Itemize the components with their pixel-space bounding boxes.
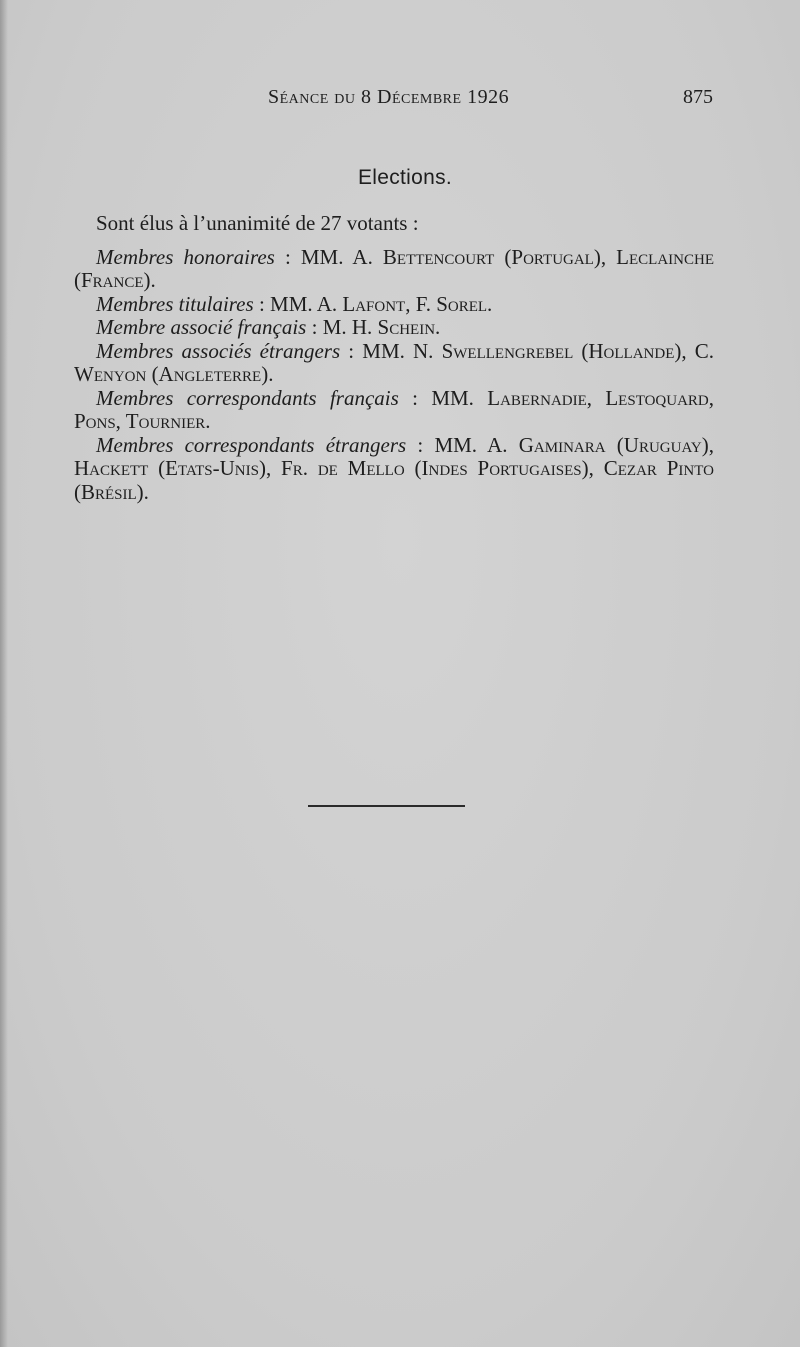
section-title: Elections. — [357, 166, 453, 189]
entry-text: : MM. Labernadie, Lestoquard, Pons, Tournier. — [74, 385, 715, 433]
entry-paragraph — [74, 246, 714, 293]
entry-paragraph — [74, 340, 714, 387]
entry-label: Membres correspondants français — [96, 385, 399, 410]
entry-text: : MM. A. Gaminara (Uruguay), Hackett (Etats-Unis), Fr. de Mello (Indes Portugaises), Cezar Pinto (Brésil). — [74, 432, 714, 504]
entry-paragraph — [74, 387, 714, 434]
entry-paragraph — [74, 434, 714, 505]
section-end-rule — [308, 805, 465, 807]
entry-label: Membres correspondants étrangers — [96, 432, 407, 457]
entry-text: : M. H. Schein. — [306, 315, 441, 339]
entry-label: Membres honoraires — [96, 244, 275, 269]
entry-paragraph — [74, 316, 714, 340]
entry-label: Membres titulaires — [96, 291, 254, 316]
entry-label: Membre associé français — [96, 315, 307, 339]
elections-body — [74, 212, 714, 504]
entry-text: : MM. A. Bettencourt (Portugal), Leclainche (France). — [74, 244, 715, 292]
running-title: Séance du 8 Décembre 1926 — [268, 86, 510, 108]
page-edge-shadow — [0, 0, 8, 1347]
page-number: 875 — [683, 86, 713, 108]
entry-label: Membres associés étrangers — [96, 338, 341, 363]
running-header — [0, 86, 800, 116]
entry-text: : MM. N. Swellengrebel (Hollande), C. Wenyon (Angleterre). — [74, 338, 714, 386]
entry-paragraph — [74, 293, 714, 317]
entry-text: : MM. A. Lafont, F. Sorel. — [253, 291, 493, 316]
intro-paragraph: Sont élus à l’unanimité de 27 votants : — [96, 211, 419, 235]
